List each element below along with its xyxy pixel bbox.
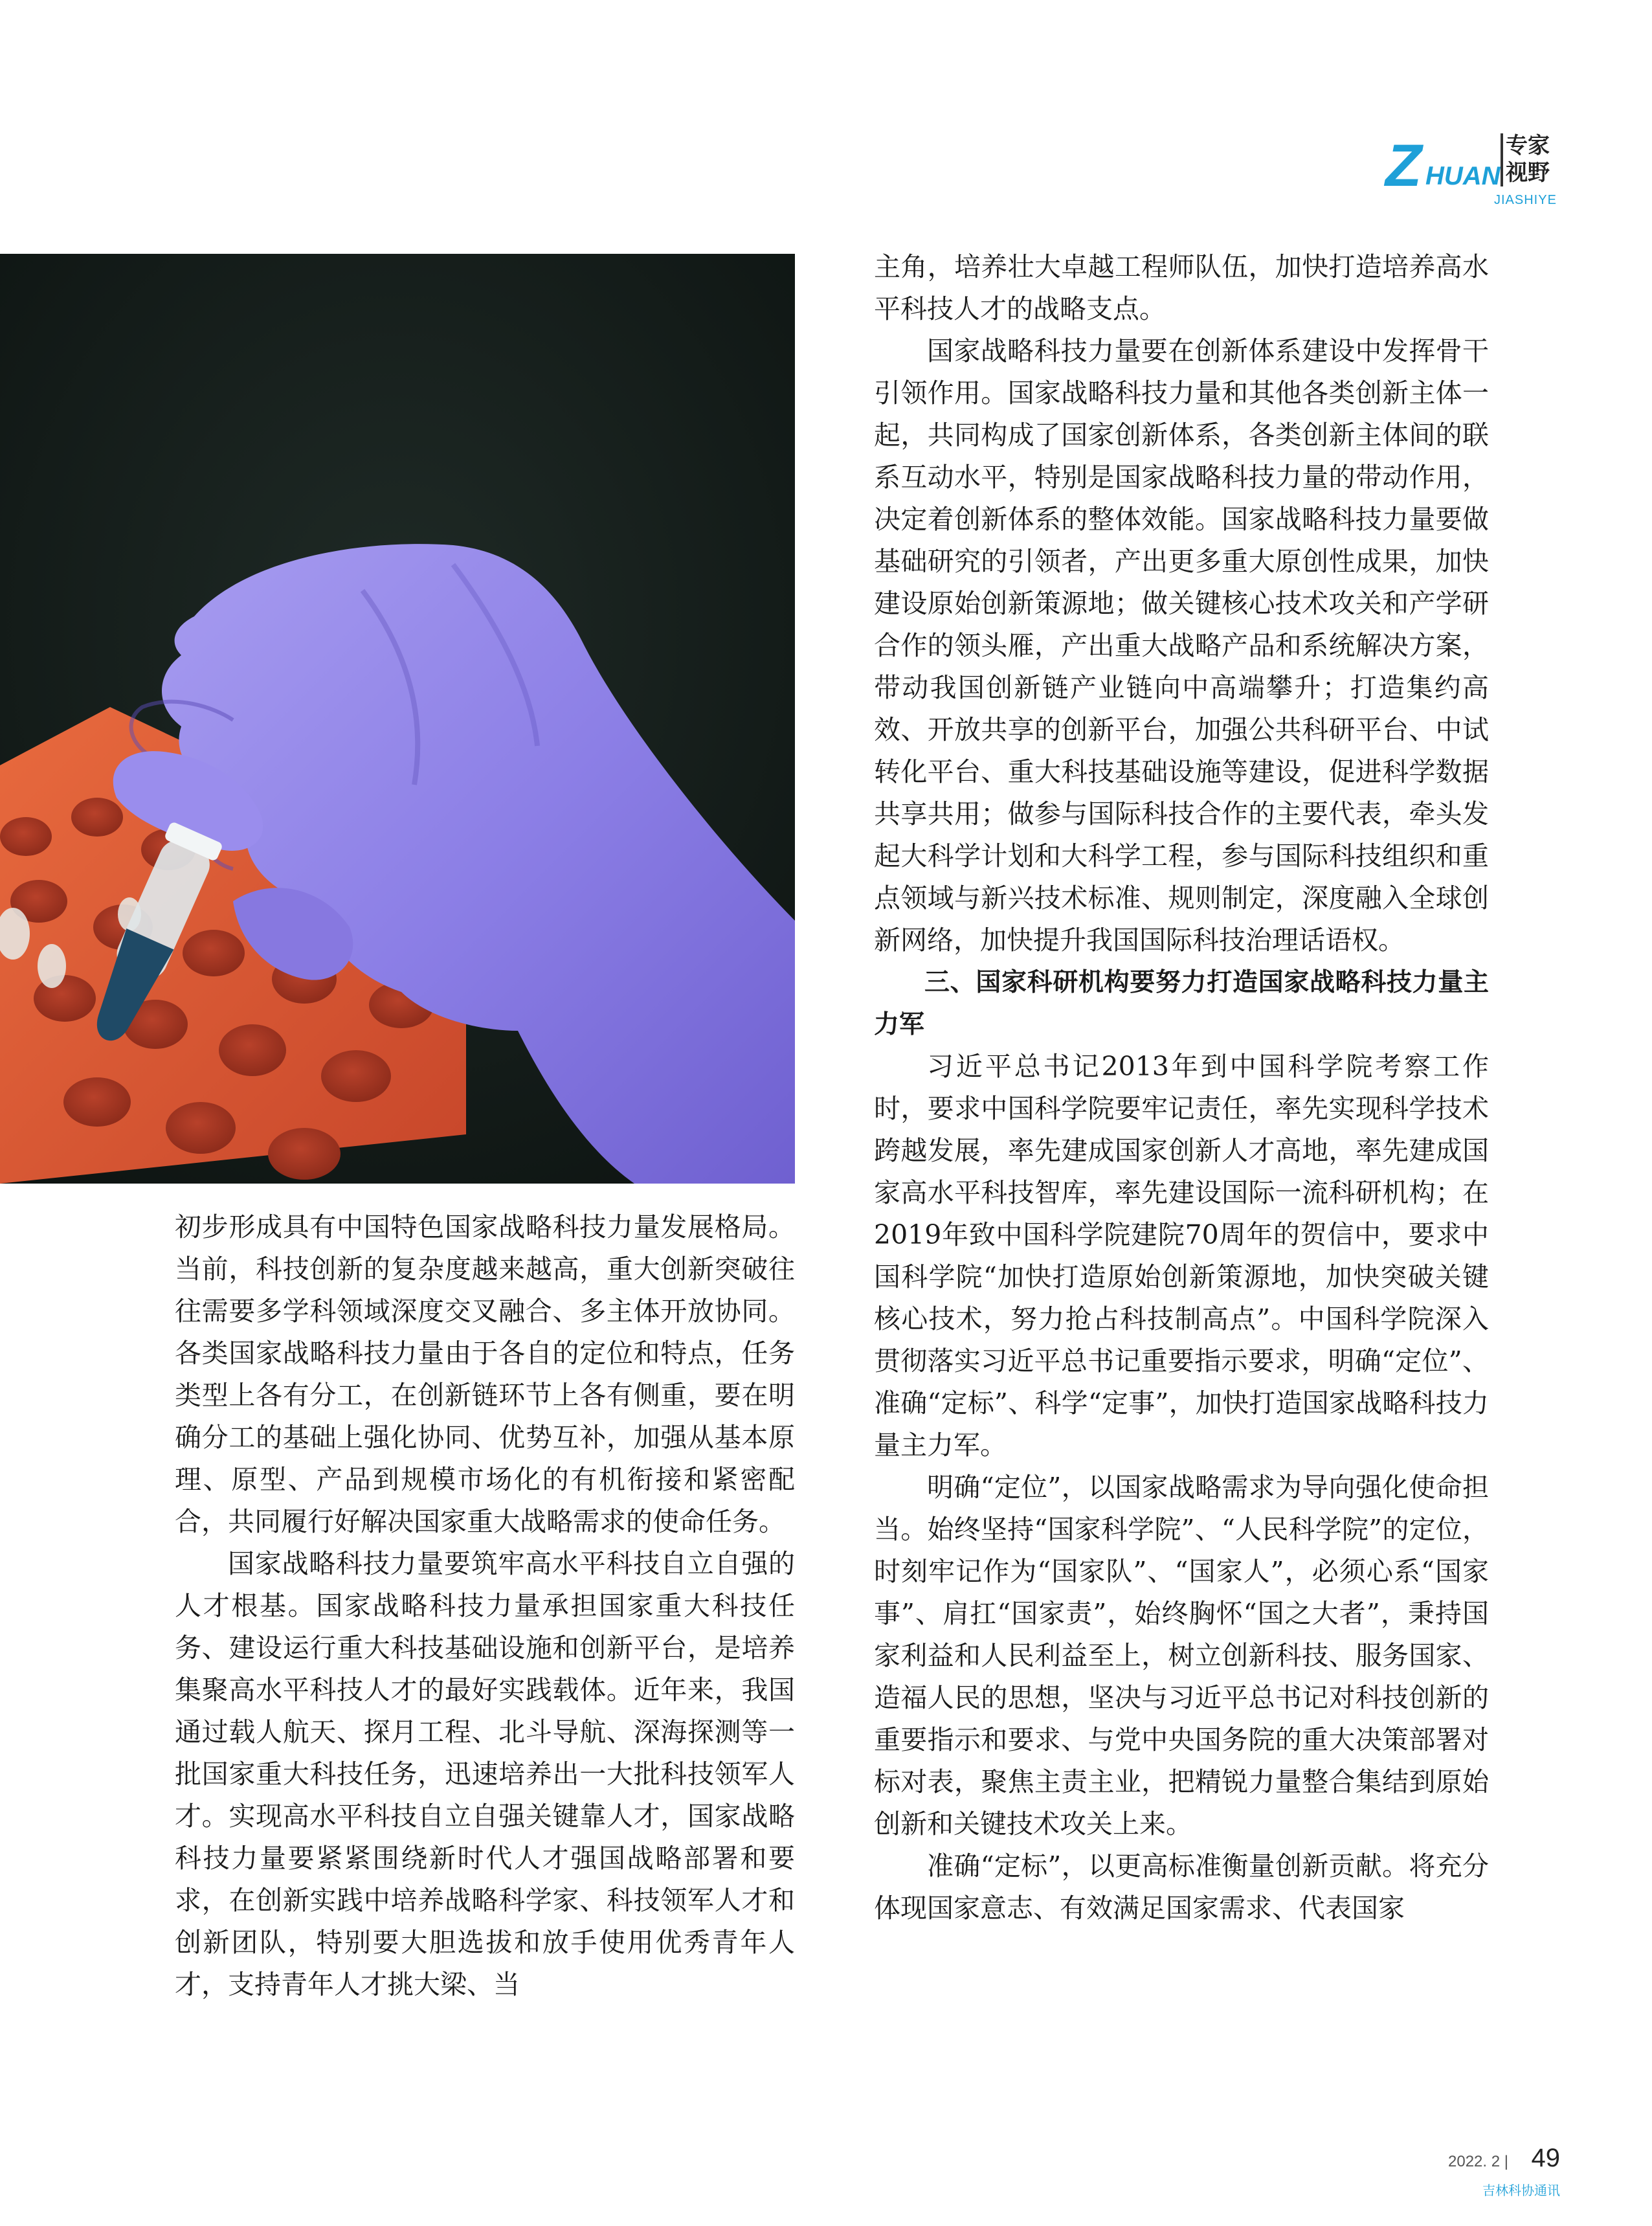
page-footer [1424,2140,1560,2198]
paragraph: 明确“定位”，以国家战略需求为导向强化使命担当。始终坚持“国家科学院”、“人民科学院”的定位，时刻牢记作为“国家队”、“国家人”，必须心系“国家事”、肩扛“国家责”，始终胸怀“国之大者”，秉持国家利益和人民利益至上，树立创新科技、服务国家、造福人民的思想，坚决与习近平总书记对科技创新的重要指示和要求、与党中央国务院的重大决策部署对标对表，聚焦主责主业，把精锐力量整合集结到原始创新和关键技术攻关上来。 [874,1472,1489,1839]
section-heading: 三、国家科研机构要努力打造国家战略科技力量主力军 [874,968,1489,1039]
article-left-column [175,1206,795,2006]
paragraph: 国家战略科技力量要在创新体系建设中发挥骨干引领作用。国家战略科技力量和其他各类创新主体一起，共同构成了国家创新体系，各类创新主体间的联系互动水平，特别是国家战略科技力量的带动作用，决定着创新体系的整体效能。国家战略科技力量要做基础研究的引领者，产出更多重大原创性成果，加快建设原始创新策源地；做关键核心技术攻关和产学研合作的领头雁，产出重大战略产品和系统解决方案，带动我国创新链产业链向中高端攀升；打造集约高效、开放共享的创新平台，加强公共科研平台、中试转化平台、重大科技基础设施等建设，促进科学数据共享共用；做参与国际科技合作的主要代表，牵头发起大科学计划和大科学工程，参与国际科技组织和重点领域与新兴技术标准、规则制定，深度融入全球创新网络，加快提升我国国际科技治理话语权。 [874,335,1489,956]
paragraph: 主角，培养壮大卓越工程师队伍，加快打造培养高水平科技人才的战略支点。 [874,251,1489,324]
gloved-hand-test-tube-icon [0,254,795,1184]
issue-label: 2022. 2 | [1448,2153,1508,2170]
column-brand [1385,129,1557,207]
brand-line-1: 专家 [1506,133,1550,159]
brand-divider [1501,133,1503,186]
publication-name: 吉林科协通讯 [1482,2183,1560,2198]
article-photo [0,254,795,1184]
brand-rest: HUAN [1425,162,1501,190]
paragraph: 初步形成具有中国特色国家战略科技力量发展格局。当前，科技创新的复杂度越来越高，重大创新突破往往需要多学科领域深度交叉融合、多主体开放协同。各类国家战略科技力量由于各自的定位和特点，任务类型上各有分工，在创新链环节上各有侧重，要在明确分工的基础上强化协同、优势互补，加强从基本原理、原型、产品到规模市场化的有机衔接和紧密配合，共同履行好解决国家重大战略需求的使命任务。 [175,1211,795,1537]
article-right-column [874,246,1489,1929]
paragraph: 准确“定标”，以更高标准衡量创新贡献。将充分体现国家意志、有效满足国家需求、代表国家 [874,1850,1489,1924]
page-number: 49 [1531,2144,1560,2172]
brand-pinyin: JIASHIYE [1494,193,1557,207]
brand-line-2: 视野 [1506,160,1550,186]
paragraph: 国家战略科技力量要筑牢高水平科技自立自强的人才根基。国家战略科技力量承担国家重大科技任务、建设运行重大科技基础设施和创新平台，是培养集聚高水平科技人才的最好实践载体。近年来，我国通过载人航天、探月工程、北斗导航、深海探测等一批国家重大科技任务，迅速培养出一大批科技领军人才。实现高水平科技自立自强关键靠人才，国家战略科技力量要紧紧围绕新时代人才强国战略部署和要求，在创新实践中培养战略科学家、科技领军人才和创新团队，特别要大胆选拔和放手使用优秀青年人才，支持青年人才挑大梁、当 [175,1548,795,2000]
paragraph: 习近平总书记2013年到中国科学院考察工作时，要求中国科学院要牢记责任，率先实现科学技术跨越发展，率先建成国家创新人才高地，率先建成国家高水平科技智库，率先建设国际一流科研机构；在2019年致中国科学院建院70周年的贺信中，要求中国科学院“加快打造原始创新策源地，加快突破关键核心技术，努力抢占科技制高点”。中国科学院深入贯彻落实习近平总书记重要指示要求，明确“定位”、准确“定标”、科学“定事”，加快打造国家战略科技力量主力军。 [874,1051,1489,1461]
brand-initial: Z [1385,133,1422,199]
